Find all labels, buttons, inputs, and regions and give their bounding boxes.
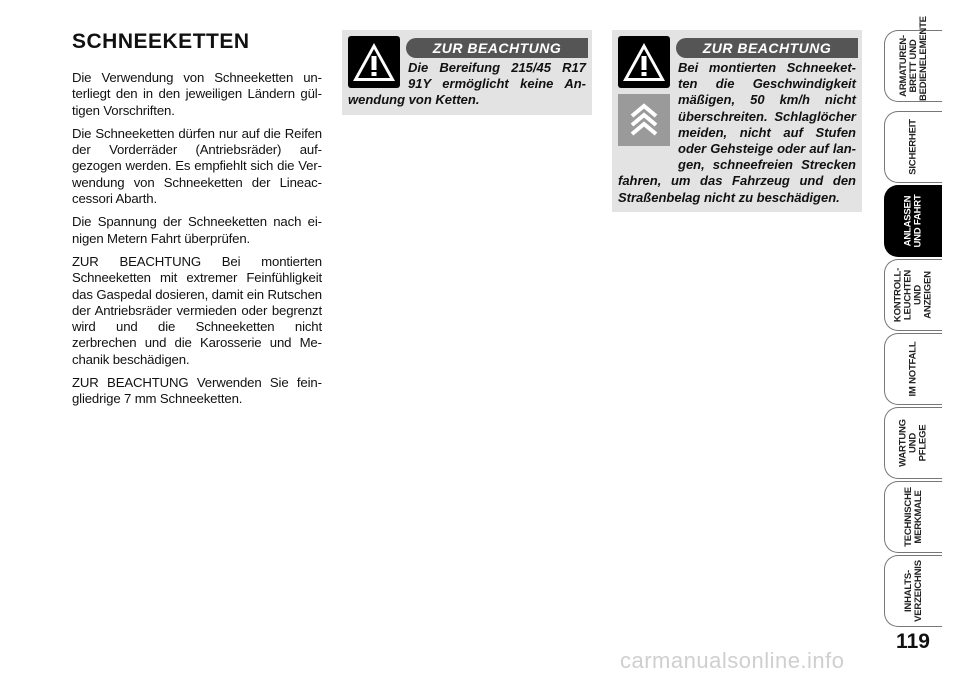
paragraph: Die Verwendung von Schneeketten unterliegt den in den jeweiligen Ländern gültigen Vorschriften. bbox=[72, 70, 322, 118]
warning-text: Die Bereifung 215/45 R17 91Y ermöglicht keine Anwendung von Ketten. bbox=[348, 60, 586, 108]
tab-wartung[interactable] bbox=[884, 407, 942, 479]
warning-text: Bei montierten Schneeketten die Geschwindigkeit mäßigen, 50 km/h nicht überschreiten. Schlaglöcher meiden, nicht auf Stufen oder Gehsteige oder auf langen, schneefreien Strecken fahren, um das Fahrzeug und den Straßenbelag nicht zu beschädigen. bbox=[618, 60, 856, 205]
tab-label: SICHERHEIT bbox=[907, 119, 919, 175]
section-title: SCHNEEKETTEN bbox=[72, 30, 250, 53]
warning-header: ZUR BEACHTUNG bbox=[406, 38, 588, 58]
paragraph: Die Spannung der Schneeketten nach einigen Metern Fahrt überprüfen. bbox=[72, 214, 322, 246]
tab-anlassen[interactable] bbox=[884, 185, 942, 257]
tab-label: WARTUNG UND PFLEGE bbox=[897, 419, 929, 467]
tab-im-notfall[interactable] bbox=[884, 333, 942, 405]
warning-header: ZUR BEACHTUNG bbox=[676, 38, 858, 58]
tab-kontrollleuchten[interactable] bbox=[884, 259, 942, 331]
tab-label: ANLASSEN UND FAHRT bbox=[902, 194, 924, 248]
body-text bbox=[72, 70, 322, 415]
warning-box-tires bbox=[342, 30, 592, 115]
tab-label: KONTROLL- LEUCHTEN UND ANZEIGEN bbox=[892, 267, 934, 323]
tab-label: TECHNISCHE MERKMALE bbox=[902, 487, 924, 547]
tab-label: IM NOTFALL bbox=[907, 341, 919, 397]
warning-box-speed bbox=[612, 30, 862, 212]
tab-armaturenbrett[interactable] bbox=[884, 16, 942, 102]
tab-sicherheit[interactable] bbox=[884, 111, 942, 183]
tab-label: ARMATUREN- BRETT UND BEDIENELEMENTE bbox=[897, 16, 929, 101]
tab-label: INHALTS- VERZEICHNIS bbox=[902, 560, 924, 622]
tab-inhaltsverzeichnis[interactable] bbox=[884, 555, 942, 627]
paragraph: ZUR BEACHTUNG Verwenden Sie feingliedrige 7 mm Schneeketten. bbox=[72, 375, 322, 407]
paragraph: ZUR BEACHTUNG Bei montierten Schneeketten mit extremer Feinfühligkeit das Gaspedal dosieren, damit ein Rutschen der Antriebsräder vermieden oder begrenzt wird und die Schneeketten nicht zerbrechen und die Karosserie und Mechanik beschädigen. bbox=[72, 253, 322, 367]
tab-technische-merkmale[interactable] bbox=[884, 481, 942, 553]
watermark: carmanualsonline.info bbox=[620, 648, 845, 673]
page-number: 119 bbox=[896, 630, 930, 653]
paragraph: Die Schneeketten dürfen nur auf die Reifen der Vorderräder (Antriebsräder) aufgezogen werden. Es empfiehlt sich die Verwendung von Schneeketten der Lineaccessori Abarth. bbox=[72, 125, 322, 207]
